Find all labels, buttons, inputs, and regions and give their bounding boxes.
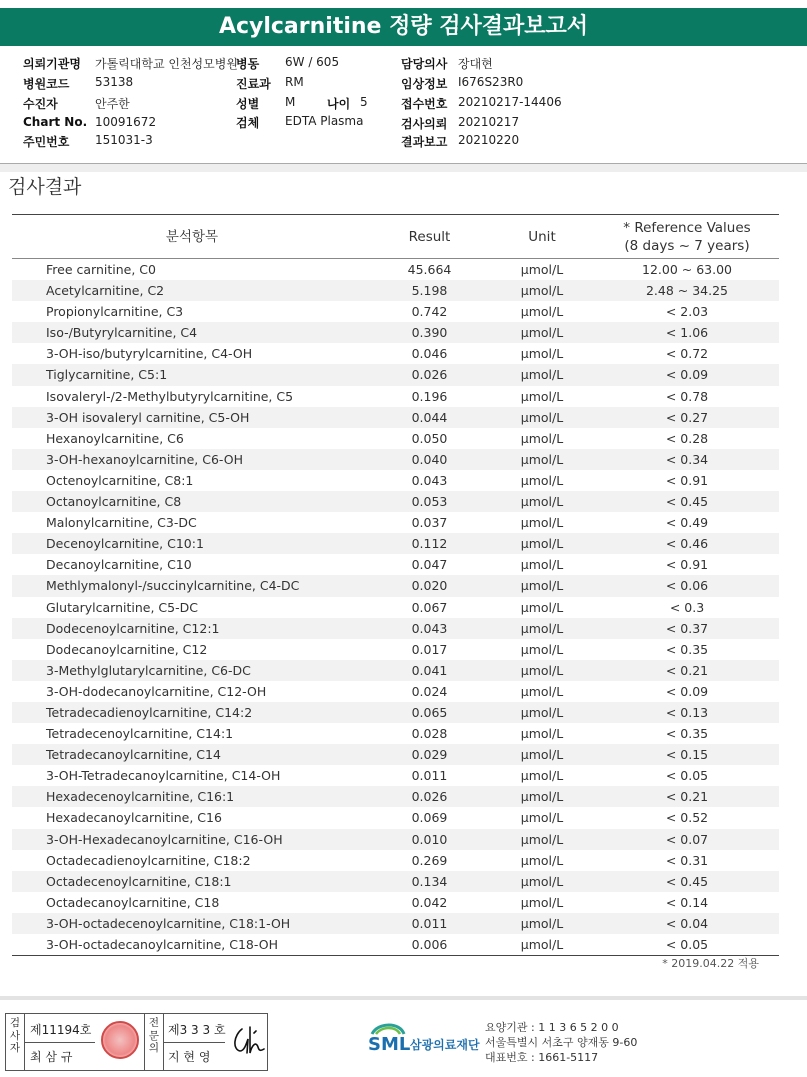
footer-separator	[0, 996, 807, 1000]
unit-value: μmol/L	[520, 747, 564, 763]
institution-code: 요양기관 : 1 1 3 6 5 2 0 0	[485, 1021, 619, 1034]
reference-value: < 0.37	[665, 620, 709, 636]
request-label: 검사의뢰	[401, 117, 448, 131]
header-reference-line1: * Reference Values	[623, 220, 751, 236]
header-result: Result	[408, 229, 451, 245]
analyte-name: Octadecanoylcarnitine, C18	[46, 894, 220, 910]
reference-value: < 0.49	[665, 515, 709, 531]
result-value: 0.047	[411, 557, 448, 573]
age-label: 나이	[327, 97, 351, 111]
reference-value: < 0.09	[665, 367, 709, 383]
result-value: 0.010	[411, 831, 448, 847]
department-value: RM	[285, 75, 304, 89]
analyte-name: 3-Methylglutarylcarnitine, C6-DC	[46, 662, 251, 678]
header-reference-line2: (8 days ~ 7 years)	[624, 238, 750, 254]
result-value: 0.065	[411, 704, 448, 720]
doctor-label: 담당의사	[401, 57, 448, 71]
unit-value: μmol/L	[520, 683, 564, 699]
table-row	[12, 660, 779, 681]
unit-value: μmol/L	[520, 283, 564, 299]
unit-value: μmol/L	[520, 810, 564, 826]
unit-value: μmol/L	[520, 852, 564, 868]
result-value: 0.053	[411, 494, 448, 510]
specialist-name: 지 현 영	[168, 1050, 211, 1064]
patient-label: 수진자	[23, 97, 58, 111]
reference-value: < 1.06	[665, 325, 709, 341]
reference-value: < 0.35	[665, 726, 709, 742]
unit-value: μmol/L	[520, 262, 564, 277]
table-row	[12, 470, 779, 491]
department-label: 진료과	[236, 77, 271, 91]
reference-value: < 0.35	[665, 641, 709, 657]
result-value: 0.390	[411, 325, 448, 341]
report-date-value: 20210220	[458, 133, 520, 147]
receipt-label: 접수번호	[401, 97, 448, 111]
reference-value: < 0.31	[665, 852, 709, 868]
reference-value: < 0.05	[665, 937, 709, 952]
result-value: 0.742	[411, 304, 448, 320]
unit-value: μmol/L	[520, 325, 564, 341]
unit-value: μmol/L	[520, 831, 564, 847]
chart-value: 10091672	[95, 115, 157, 129]
table-row	[12, 364, 779, 385]
result-value: 0.043	[411, 472, 448, 488]
analyte-name: 3-OH-Hexadecanoylcarnitine, C16-OH	[46, 831, 283, 847]
table-row	[12, 259, 779, 280]
result-value: 0.026	[411, 789, 448, 805]
reference-value: 2.48 ~ 34.25	[645, 283, 729, 299]
result-value: 0.011	[411, 768, 448, 784]
result-value: 0.017	[411, 641, 448, 657]
specialist-label: 전문의	[148, 1017, 160, 1054]
table-row	[12, 871, 779, 892]
result-value: 0.006	[411, 937, 448, 952]
reference-value: < 0.15	[665, 747, 709, 763]
unit-value: μmol/L	[520, 494, 564, 510]
results-table	[12, 214, 779, 956]
unit-value: μmol/L	[520, 430, 564, 446]
examiner-license: 제11194호	[30, 1023, 92, 1037]
unit-value: μmol/L	[520, 557, 564, 573]
chart-label: Chart No.	[23, 115, 88, 129]
reference-value: < 0.07	[665, 831, 709, 847]
result-value: 0.050	[411, 430, 448, 446]
table-row	[12, 702, 779, 723]
unit-value: μmol/L	[520, 937, 564, 952]
unit-value: μmol/L	[520, 388, 564, 404]
analyte-name: Tiglycarnitine, C5:1	[46, 367, 168, 383]
reference-value: < 0.72	[665, 346, 709, 362]
signature-icon	[228, 1019, 268, 1059]
analyte-name: Methlymalonyl-/succinylcarnitine, C4-DC	[46, 578, 300, 594]
table-row	[12, 407, 779, 428]
examiner-label: 검사자	[9, 1017, 21, 1054]
reference-value: < 0.09	[665, 683, 709, 699]
table-header	[12, 215, 779, 259]
reference-value: < 0.91	[665, 557, 709, 573]
reference-value: < 0.27	[665, 409, 709, 425]
analyte-name: Isovaleryl-/2-Methylbutyrylcarnitine, C5	[46, 388, 294, 404]
result-value: 0.041	[411, 662, 448, 678]
reference-value: < 0.46	[665, 536, 709, 552]
clinical-label: 임상정보	[401, 77, 448, 91]
reference-value: < 0.52	[665, 810, 709, 826]
result-value: 5.198	[411, 283, 448, 299]
table-row	[12, 681, 779, 702]
reference-value: < 0.3	[669, 599, 705, 615]
result-value: 0.020	[411, 578, 448, 594]
reference-value: < 0.34	[665, 451, 709, 467]
analyte-name: Glutarylcarnitine, C5-DC	[46, 599, 198, 615]
report-title: Acylcarnitine 정량 검사결과보고서	[0, 8, 807, 46]
ward-value: 6W / 605	[285, 55, 340, 69]
table-row	[12, 554, 779, 575]
table-row	[12, 512, 779, 533]
analyte-name: Tetradecenoylcarnitine, C14:1	[46, 726, 234, 742]
unit-value: μmol/L	[520, 451, 564, 467]
sml-logo-text: SML	[368, 1034, 411, 1055]
analyte-name: Malonylcarnitine, C3-DC	[46, 515, 197, 531]
reference-value: < 0.04	[665, 915, 709, 931]
unit-value: μmol/L	[520, 915, 564, 931]
unit-value: μmol/L	[520, 704, 564, 720]
result-value: 0.042	[411, 894, 448, 910]
age-value: 5	[360, 95, 368, 109]
analyte-name: Iso-/Butyrylcarnitine, C4	[46, 325, 198, 341]
analyte-name: Decanoylcarnitine, C10	[46, 557, 192, 573]
doctor-value: 장대현	[458, 57, 493, 71]
header-unit: Unit	[528, 229, 556, 245]
analyte-name: Propionylcarnitine, C3	[46, 304, 184, 320]
patient-value: 안주한	[95, 97, 130, 111]
reference-value: < 0.05	[665, 768, 709, 784]
reference-value: < 0.91	[665, 472, 709, 488]
table-row	[12, 386, 779, 407]
section-title: 검사결과	[8, 176, 82, 198]
table-row	[12, 850, 779, 871]
reference-value: < 0.14	[665, 894, 709, 910]
table-row	[12, 280, 779, 301]
address-line: 서울특별시 서초구 양재동 9-60	[485, 1036, 638, 1049]
analyte-name: 3-OH-dodecanoylcarnitine, C12-OH	[46, 683, 267, 699]
result-value: 0.112	[411, 536, 448, 552]
analyte-name: Acetylcarnitine, C2	[46, 283, 165, 299]
analyte-name: 3-OH-Tetradecanoylcarnitine, C14-OH	[46, 768, 281, 784]
table-row	[12, 301, 779, 322]
organization-address	[485, 1020, 637, 1065]
hospital-code-label: 병원코드	[23, 77, 70, 91]
analyte-name: Dodecanoylcarnitine, C12	[46, 641, 208, 657]
result-value: 45.664	[407, 262, 452, 277]
analyte-name: Hexadecenoylcarnitine, C16:1	[46, 789, 235, 805]
signature-box	[5, 1013, 268, 1071]
result-value: 0.067	[411, 599, 448, 615]
clinical-value: I676S23R0	[458, 75, 524, 89]
table-row	[12, 892, 779, 913]
table-row	[12, 449, 779, 470]
unit-value: μmol/L	[520, 789, 564, 805]
unit-value: μmol/L	[520, 367, 564, 383]
reference-value: < 0.13	[665, 704, 709, 720]
separator-band	[0, 164, 807, 172]
receipt-value: 20210217-14406	[458, 95, 562, 109]
analyte-name: Tetradecadienoylcarnitine, C14:2	[46, 704, 253, 720]
analyte-name: Octadecenoylcarnitine, C18:1	[46, 873, 232, 889]
analyte-name: Hexanoylcarnitine, C6	[46, 430, 184, 446]
reference-value: < 0.06	[665, 578, 709, 594]
result-value: 0.196	[411, 388, 448, 404]
result-value: 0.037	[411, 515, 448, 531]
table-row	[12, 913, 779, 934]
patient-info-panel	[0, 46, 807, 164]
analyte-name: Octanoylcarnitine, C8	[46, 494, 182, 510]
unit-value: μmol/L	[520, 873, 564, 889]
analyte-name: Dodecenoylcarnitine, C12:1	[46, 620, 220, 636]
seal-stamp-icon	[101, 1021, 139, 1059]
result-value: 0.269	[411, 852, 448, 868]
hospital-code-value: 53138	[95, 75, 134, 89]
phone-line: 대표번호 : 1661-5117	[485, 1051, 599, 1064]
result-value: 0.024	[411, 683, 448, 699]
specimen-label: 검체	[236, 116, 260, 130]
reference-value: < 2.03	[665, 304, 709, 320]
unit-value: μmol/L	[520, 768, 564, 784]
reference-value: < 0.45	[665, 873, 709, 889]
reference-value: < 0.78	[665, 388, 709, 404]
table-row	[12, 765, 779, 786]
organization-name: 삼광의료재단	[410, 1038, 480, 1052]
unit-value: μmol/L	[520, 662, 564, 678]
table-row	[12, 428, 779, 449]
result-value: 0.028	[411, 726, 448, 742]
institution-value: 가톨릭대학교 인천성모병원	[95, 57, 238, 71]
unit-value: μmol/L	[520, 641, 564, 657]
result-value: 0.044	[411, 409, 448, 425]
header-item: 분석항목	[165, 229, 219, 245]
analyte-name: 3-OH-iso/butyrylcarnitine, C4-OH	[46, 346, 253, 362]
analyte-name: 3-OH isovaleryl carnitine, C5-OH	[46, 409, 250, 425]
table-row	[12, 744, 779, 765]
reference-value: < 0.45	[665, 494, 709, 510]
resident-value: 151031-3	[95, 133, 153, 147]
sex-label: 성별	[236, 97, 260, 111]
table-row	[12, 786, 779, 807]
unit-value: μmol/L	[520, 578, 564, 594]
table-row	[12, 597, 779, 618]
analyte-name: 3-OH-hexanoylcarnitine, C6-OH	[46, 451, 244, 467]
request-value: 20210217	[458, 115, 520, 129]
analyte-name: Tetradecanoylcarnitine, C14	[46, 747, 221, 763]
resident-label: 주민번호	[23, 135, 70, 149]
analyte-name: Free carnitine, C0	[46, 262, 156, 277]
table-row	[12, 934, 779, 955]
table-row	[12, 491, 779, 512]
unit-value: μmol/L	[520, 409, 564, 425]
unit-value: μmol/L	[520, 346, 564, 362]
result-value: 0.026	[411, 367, 448, 383]
result-value: 0.011	[411, 915, 448, 931]
header-reference	[597, 219, 777, 255]
specialist-license: 제3 3 3 호	[168, 1023, 226, 1037]
result-value: 0.069	[411, 810, 448, 826]
specimen-value: EDTA Plasma	[285, 114, 364, 128]
sex-value: M	[285, 95, 296, 109]
unit-value: μmol/L	[520, 515, 564, 531]
analyte-name: Decenoylcarnitine, C10:1	[46, 536, 204, 552]
reference-value: < 0.21	[665, 662, 709, 678]
result-value: 0.040	[411, 451, 448, 467]
table-row	[12, 322, 779, 343]
result-value: 0.043	[411, 620, 448, 636]
table-row	[12, 343, 779, 364]
table-row	[12, 575, 779, 596]
analyte-name: Octadecadienoylcarnitine, C18:2	[46, 852, 251, 868]
unit-value: μmol/L	[520, 726, 564, 742]
result-value: 0.046	[411, 346, 448, 362]
table-row	[12, 639, 779, 660]
analyte-name: 3-OH-octadecanoylcarnitine, C18-OH	[46, 937, 278, 952]
footnote: * 2019.04.22 적용	[662, 957, 759, 970]
table-row	[12, 723, 779, 744]
report-date-label: 결과보고	[401, 135, 448, 149]
reference-value: < 0.21	[665, 789, 709, 805]
unit-value: μmol/L	[520, 620, 564, 636]
result-value: 0.029	[411, 747, 448, 763]
examiner-name: 최 삼 규	[30, 1050, 73, 1064]
table-row	[12, 618, 779, 639]
unit-value: μmol/L	[520, 304, 564, 320]
analyte-name: 3-OH-octadecenoylcarnitine, C18:1-OH	[46, 915, 291, 931]
unit-value: μmol/L	[520, 472, 564, 488]
institution-label: 의뢰기관명	[23, 57, 81, 71]
table-row	[12, 533, 779, 554]
ward-label: 병동	[236, 57, 260, 71]
unit-value: μmol/L	[520, 536, 564, 552]
table-body	[12, 259, 779, 955]
table-row	[12, 829, 779, 850]
result-value: 0.134	[411, 873, 448, 889]
table-row	[12, 807, 779, 828]
reference-value: 12.00 ~ 63.00	[642, 262, 732, 277]
unit-value: μmol/L	[520, 894, 564, 910]
analyte-name: Octenoylcarnitine, C8:1	[46, 472, 194, 488]
unit-value: μmol/L	[520, 599, 564, 615]
reference-value: < 0.28	[665, 430, 709, 446]
analyte-name: Hexadecanoylcarnitine, C16	[46, 810, 222, 826]
